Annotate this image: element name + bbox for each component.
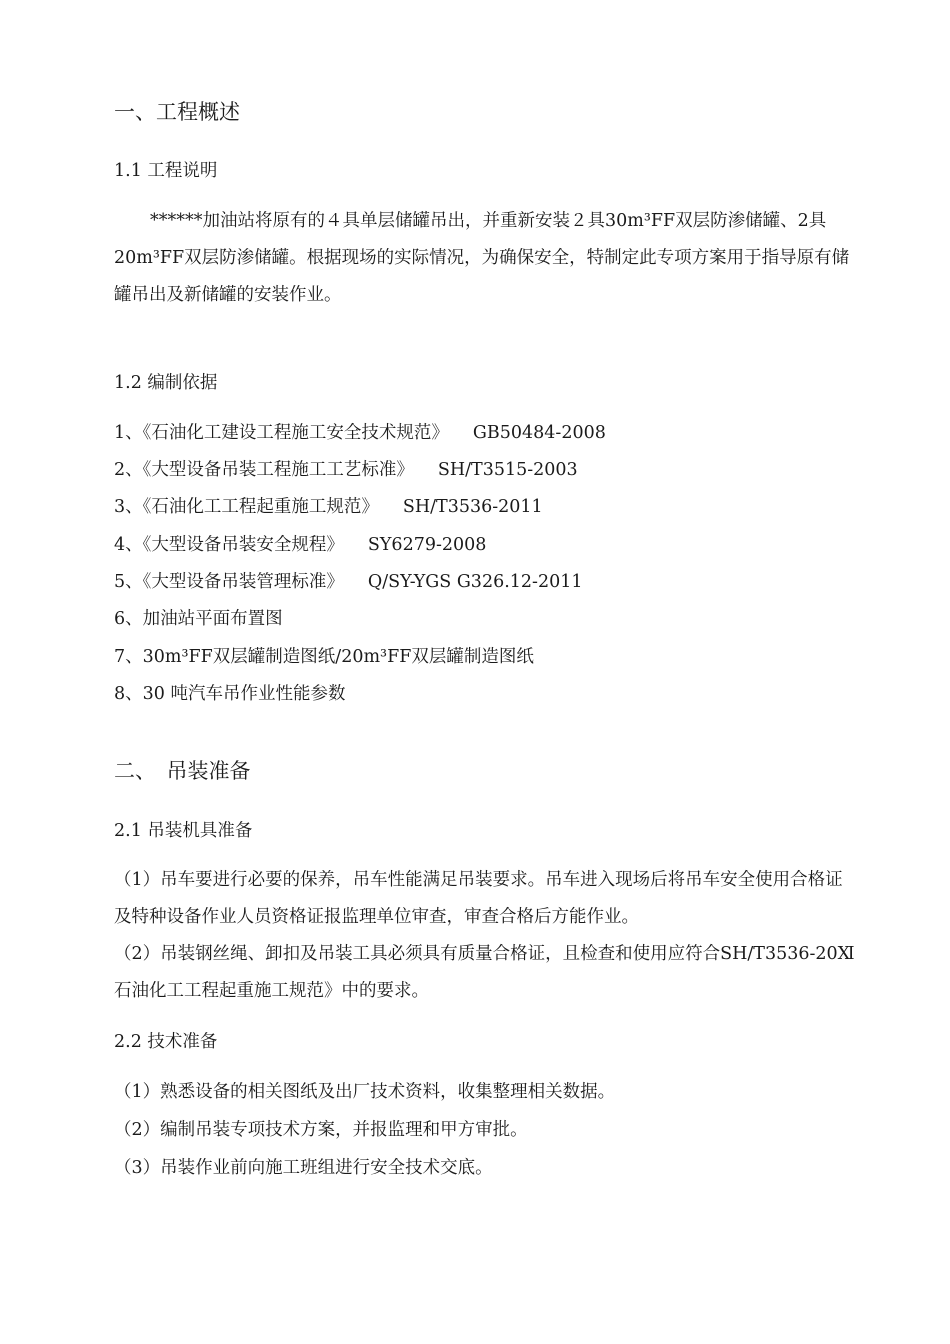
reference-item bbox=[114, 646, 534, 668]
reference-item bbox=[114, 459, 578, 481]
reference-title: 8、30 吨汽车吊作业性能参数 bbox=[114, 684, 346, 704]
reference-title: 4、《大型设备吊装安全规程》 bbox=[114, 535, 344, 555]
subsection-1-1-heading: 1.1 工程说明 bbox=[114, 161, 218, 181]
reference-title: 1、《石油化工建设工程施工安全技术规范》 bbox=[114, 423, 449, 443]
technical-prep-item: （1）熟悉设备的相关图纸及出厂技术资料，收集整理相关数据。 bbox=[114, 1082, 616, 1102]
technical-prep-item: （3）吊装作业前向施工班组进行安全技术交底。 bbox=[114, 1158, 493, 1178]
reference-code: SH/T3515-2003 bbox=[437, 460, 578, 480]
reference-title: 6、加油站平面布置图 bbox=[114, 609, 283, 629]
reference-title: 2、《大型设备吊装工程施工工艺标准》 bbox=[114, 460, 414, 480]
subsection-2-2-heading: 2.2 技术准备 bbox=[114, 1032, 218, 1052]
subsection-1-2-heading: 1.2 编制依据 bbox=[114, 373, 218, 393]
reference-code: GB50484-2008 bbox=[472, 423, 606, 443]
reference-item bbox=[114, 608, 283, 630]
reference-code: Q/SY-YGS G326.12-2011 bbox=[367, 572, 583, 592]
reference-item bbox=[114, 496, 543, 518]
section-2-heading: 二、 吊装准备 bbox=[114, 759, 251, 783]
equipment-prep-paragraph-1 bbox=[114, 862, 859, 936]
reference-item bbox=[114, 571, 583, 593]
section-1-heading: 一、工程概述 bbox=[114, 100, 240, 124]
reference-title: 7、30m³FF双层罐制造图纸/20m³FF双层罐制造图纸 bbox=[114, 647, 534, 667]
project-description-paragraph bbox=[114, 203, 859, 314]
project-description-text: ******加油站将原有的４具单层储罐吊出，并重新安装２具30m³FF双层防渗储罐、2具20m³FF双层防渗储罐。根据现场的实际情况，为确保安全，特制定此专项方案用于指导原有储罐吊出及新储罐的安装作业。 bbox=[114, 211, 850, 305]
technical-prep-item: （2）编制吊装专项技术方案，并报监理和甲方审批。 bbox=[114, 1120, 528, 1140]
equipment-prep-paragraph-2 bbox=[114, 936, 859, 1010]
reference-item bbox=[114, 422, 606, 444]
reference-item bbox=[114, 534, 486, 556]
subsection-2-1-heading: 2.1 吊装机具准备 bbox=[114, 821, 253, 841]
equipment-prep-text-2: （2）吊装钢丝绳、卸扣及吊装工具必须具有质量合格证，且检查和使用应符合SH/T3536-20Ⅺ石油化工工程起重施工规范》中的要求。 bbox=[114, 944, 855, 1001]
reference-title: 5、《大型设备吊装管理标准》 bbox=[114, 572, 344, 592]
reference-item bbox=[114, 683, 345, 705]
reference-code: SH/T3536-2011 bbox=[402, 497, 543, 517]
reference-title: 3、《石油化工工程起重施工规范》 bbox=[114, 497, 379, 517]
reference-code: SY6279-2008 bbox=[367, 535, 487, 555]
equipment-prep-text-1: （1）吊车要进行必要的保养，吊车性能满足吊装要求。吊车进入现场后将吊车安全使用合格证及特种设备作业人员资格证报监理单位审查，审查合格后方能作业。 bbox=[114, 870, 843, 927]
